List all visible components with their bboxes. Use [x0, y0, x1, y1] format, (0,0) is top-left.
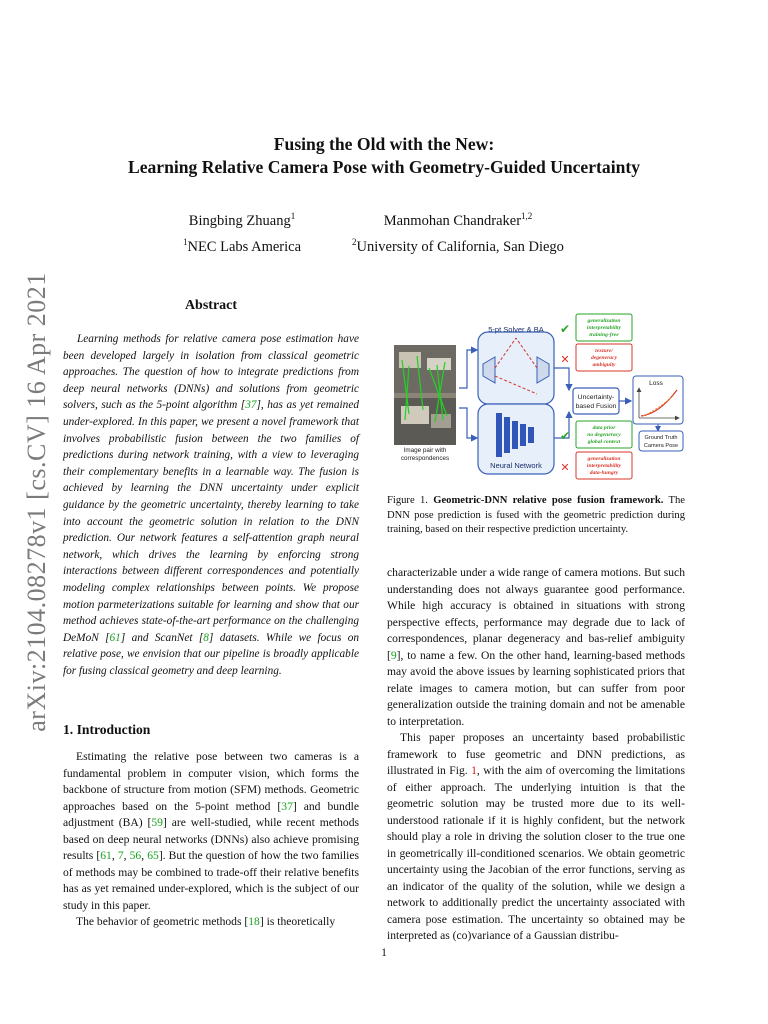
- paper-title: [60, 133, 708, 179]
- svg-text:correspondences: correspondences: [400, 455, 450, 462]
- title-line-1: Fusing the Old with the New:: [273, 134, 495, 154]
- svg-text:no degeneracy: no degeneracy: [587, 432, 621, 438]
- svg-text:Ground Truth: Ground Truth: [644, 435, 678, 441]
- citation-link[interactable]: 65: [147, 849, 159, 862]
- check-icon: ✔: [559, 322, 571, 336]
- svg-text:degeneracy: degeneracy: [590, 355, 618, 361]
- figure-1: [387, 310, 687, 482]
- intro-heading: 1. Introduction: [63, 722, 151, 737]
- abstract-heading: Abstract: [184, 298, 238, 313]
- svg-text:training-free: training-free: [589, 332, 619, 338]
- citation-link[interactable]: 56: [129, 849, 142, 862]
- paragraph: This paper proposes an uncertainty based probabilistic framework to fuse geometric and DNN predictions, as illustrated in Fig. 1, with the aim of overcoming the limitations of either approach. The underlying intuition is that the geometric solution may be trusted more due to its well-understood rationale if it is highly confident, but the network should play a role in driving the solution closer to the true one in geometrically ill-conditioned scenarios. We obtain geometric uncertainty using the Jacobian of the error functions, serving as an indicator of the quality of the solution, while we design a network to additionally predict the uncertainty associated with camera pose estimation. The uncertainty so obtained may be interpreted as (co)variance of a Gaussian distribu-: [387, 731, 685, 942]
- solver-label: 5-pt Solver & BA: [488, 325, 544, 334]
- author-2-affiliation: University of California, San Diego: [356, 238, 564, 255]
- citation-link[interactable]: 8: [203, 631, 209, 644]
- citation-link[interactable]: 7: [117, 849, 124, 862]
- author-2: Manmohan Chandraker$^{1,2}$ $^2$University of California, San Diego: [352, 211, 564, 255]
- figure-caption: Figure 1. Geometric-DNN relative pose fusion framework. The DNN pose prediction is fused with the geometric prediction during training, based on their respective prediction uncertainty.: [387, 495, 685, 535]
- author-1-affiliation: NEC Labs America: [187, 238, 302, 255]
- intro-text: [63, 749, 359, 931]
- svg-text:Uncertainty-: Uncertainty-: [577, 394, 615, 401]
- citation-link[interactable]: 61: [100, 849, 112, 862]
- citation-link[interactable]: 18: [248, 915, 260, 928]
- image-pair-label: Image pair with: [403, 447, 447, 454]
- citation-link[interactable]: 37: [245, 399, 257, 412]
- citation-link[interactable]: 59: [151, 816, 163, 829]
- citation-link[interactable]: 37: [281, 799, 293, 813]
- abstract-text: Learning methods for relative camera pose estimation have been developed largely in isolation from classical geometric approaches. The question of how to integrate predictions from deep neural networks (DNNs) and solutions from geometric solvers, such as the 5-point algorithm [37], has as yet remained under-explored. In this paper, we present a novel framework that involves probabilistic fusion between the two families of predictions during network training, with a view to leveraging their complementary benefits in a learnable way. The fusion is achieved by learning the DNN uncertainty under explicit guidance by the geometric uncertainty, thereby learning to take into account the geometric solution in relation to the DNN prediction. Our network features a self-attention graph neural network, which drives the learning by enforcing strong interactions between different correspondences and potentially modeling complex relationships between points. We propose motion parmeterizations suitable for learning and show that our method achieves state-of-the-art performance on the challenging DeMoN [61] and ScanNet [8] datasets. While we focus on relative pose, we envision that our pipeline is broadly applicable for fusing classical geometry and deep learning.: [63, 333, 359, 677]
- loss-label: Loss: [649, 380, 663, 387]
- svg-text:data prior: data prior: [592, 425, 616, 431]
- cross-icon: ✕: [560, 354, 570, 366]
- citation-link[interactable]: 61: [109, 631, 121, 644]
- page-number: 1: [381, 946, 387, 959]
- svg-text:global context: global context: [587, 439, 621, 445]
- fusion-block: [573, 388, 619, 414]
- title-line-2: Learning Relative Camera Pose with Geometry-Guided Uncertainty: [127, 157, 641, 177]
- author-1-name: Bingbing Zhuang: [188, 212, 291, 229]
- author-2-name: Manmohan Chandraker: [383, 212, 522, 229]
- svg-text:Camera Pose: Camera Pose: [643, 443, 679, 449]
- cross-icon: ✕: [560, 462, 570, 474]
- svg-text:ambiguity: ambiguity: [592, 362, 616, 368]
- image-pair-photo: [394, 345, 456, 445]
- svg-text:generalization: generalization: [587, 456, 621, 462]
- author-1: Bingbing Zhuang$^1$ $^1$NEC Labs America: [182, 211, 302, 255]
- svg-text:interpretability: interpretability: [586, 325, 622, 331]
- paragraph: Estimating the relative pose between two cameras is a fundamental problem in computer vision, which forms the backbone of structure from motion (SFM) methods. Geometric approaches based on the 5-point method [37] and bundle adjustment (BA) [59] are well-studied, while recent methods based on deep neural networks (DNNs) also achieve promising results [61, 7, 56, 65]. But the question of how the two families of methods may be combined to trade-off their relative benefits has as yet remained under-explored, which is the subject of our study in this paper.: [63, 750, 360, 912]
- svg-text:interpretability: interpretability: [586, 463, 622, 469]
- paragraph: The behavior of geometric methods [18] is theoretically: [76, 915, 336, 928]
- network-label: Neural Network: [490, 461, 542, 470]
- paragraph: characterizable under a wide range of camera motions. But such understanding does not always guarantee good performance. While high accuracy is obtained in situations with strong perspective effects, performance may degrade due to lack of correspondences, planar degeneracy and bas-relief ambiguity [9], to name a few. On the other hand, learning-based methods may avoid the above issues by learning sophisticated priors that relate images to camera motion, but can suffer from poor generalization outside the training domain and not be amenable to interpretation.: [387, 566, 685, 728]
- svg-text:based Fusion: based Fusion: [575, 403, 617, 410]
- svg-text:texture/: texture/: [595, 348, 613, 354]
- check-icon: ✔: [559, 429, 571, 443]
- arxiv-stamp: arXiv:2104.08278v1 [cs.CV] 16 Apr 2021: [22, 272, 52, 732]
- svg-text:generalization: generalization: [587, 318, 621, 324]
- svg-text:data-hungry: data-hungry: [589, 470, 619, 476]
- citation-link[interactable]: 9: [390, 648, 397, 662]
- figure-ref-link[interactable]: 1: [471, 764, 477, 777]
- right-column-text: [387, 565, 685, 945]
